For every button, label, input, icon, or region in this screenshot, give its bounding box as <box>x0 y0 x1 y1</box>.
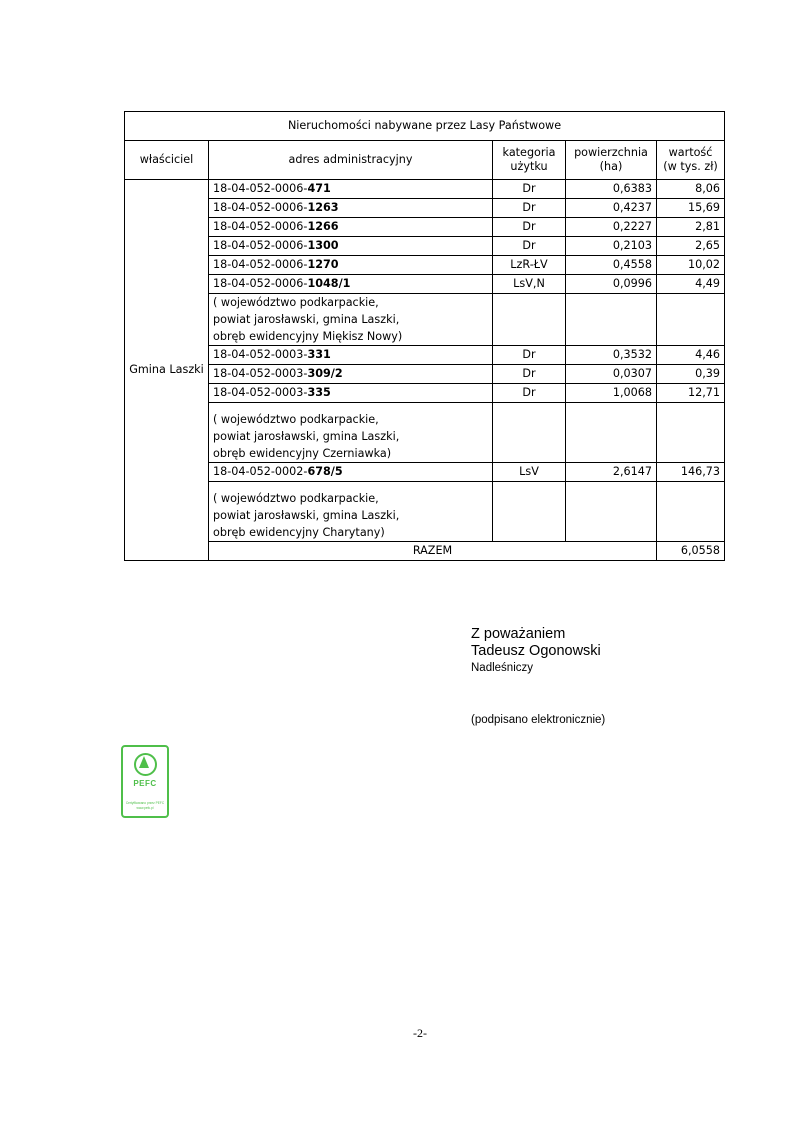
location-description: ( województwo podkarpackie, powiat jarosławski, gmina Laszki, obręb ewidencyjny Charytany) <box>209 482 493 542</box>
parcel-value: 2,65 <box>657 237 725 256</box>
parcel-area: 0,4558 <box>566 256 657 275</box>
parcel-value: 10,02 <box>657 256 725 275</box>
pefc-caption: Certyfikowano przez PEFC www.pefc.pl <box>125 801 165 810</box>
header-area-line1: powierzchnia <box>574 146 648 159</box>
parcel-category: Dr <box>493 218 566 237</box>
header-category-line2: użytku <box>510 160 548 173</box>
table-row <box>125 384 725 403</box>
table-row <box>125 365 725 384</box>
signature-block <box>471 626 601 676</box>
parcel-area: 0,0307 <box>566 365 657 384</box>
parcel-area: 0,0996 <box>566 275 657 294</box>
parcel-address: 18-04-052-0006-1048/1 <box>209 275 493 294</box>
table-title-row <box>125 112 725 141</box>
parcel-address: 18-04-052-0006-1270 <box>209 256 493 275</box>
parcel-area: 0,3532 <box>566 346 657 365</box>
parcel-area: 2,6147 <box>566 463 657 482</box>
parcel-value: 4,46 <box>657 346 725 365</box>
total-row <box>125 542 725 561</box>
table-row <box>125 346 725 365</box>
location-description-row <box>125 403 725 463</box>
parcel-category: Dr <box>493 365 566 384</box>
table-row <box>125 275 725 294</box>
table-title: Nieruchomości nabywane przez Lasy Państwowe <box>125 112 725 141</box>
parcel-address: 18-04-052-0006-1300 <box>209 237 493 256</box>
header-area-line2: (ha) <box>599 160 623 173</box>
parcel-area: 0,2103 <box>566 237 657 256</box>
table-row <box>125 218 725 237</box>
electronic-signature-note: (podpisano elektronicznie) <box>471 714 606 726</box>
table-row <box>125 463 725 482</box>
properties-table <box>124 111 725 561</box>
header-category-line1: kategoria <box>502 146 556 159</box>
parcel-value: 12,71 <box>657 384 725 403</box>
table-header-row <box>125 141 725 180</box>
pefc-logo-text: PEFC <box>133 779 157 788</box>
parcel-address: 18-04-052-0006-471 <box>209 180 493 199</box>
header-area <box>566 141 657 180</box>
tree-icon <box>139 756 149 768</box>
header-value-line2: (w tys. zł) <box>663 160 718 173</box>
total-area: 6,0558 <box>657 542 725 561</box>
parcel-category: Dr <box>493 237 566 256</box>
parcel-category: LsV,N <box>493 275 566 294</box>
parcel-address: 18-04-052-0006-1266 <box>209 218 493 237</box>
header-owner: właściciel <box>125 141 209 180</box>
parcel-value: 146,73 <box>657 463 725 482</box>
page-number: -2- <box>413 1026 427 1040</box>
parcel-address: 18-04-052-0002-678/5 <box>209 463 493 482</box>
parcel-category: Dr <box>493 384 566 403</box>
table-row <box>125 199 725 218</box>
header-value <box>657 141 725 180</box>
parcel-area: 0,6383 <box>566 180 657 199</box>
parcel-category: LsV <box>493 463 566 482</box>
location-description: ( województwo podkarpackie, powiat jarosławski, gmina Laszki, obręb ewidencyjny Czerniawka) <box>209 403 493 463</box>
location-description-row <box>125 482 725 542</box>
table-row <box>125 180 725 199</box>
table-row <box>125 237 725 256</box>
pefc-logo <box>121 745 169 818</box>
total-label: RAZEM <box>209 542 657 561</box>
location-description-row <box>125 294 725 346</box>
parcel-category: Dr <box>493 199 566 218</box>
parcel-value: 2,81 <box>657 218 725 237</box>
parcel-category: LzR-ŁV <box>493 256 566 275</box>
parcel-address: 18-04-052-0006-1263 <box>209 199 493 218</box>
parcel-value: 15,69 <box>657 199 725 218</box>
parcel-value: 0,39 <box>657 365 725 384</box>
parcel-category: Dr <box>493 180 566 199</box>
signatory-name: Tadeusz Ogonowski <box>471 643 601 659</box>
header-category <box>493 141 566 180</box>
location-description: ( województwo podkarpackie, powiat jarosławski, gmina Laszki, obręb ewidencyjny Miękisz Nowy) <box>209 294 493 346</box>
header-address: adres administracyjny <box>209 141 493 180</box>
parcel-address: 18-04-052-0003-331 <box>209 346 493 365</box>
parcel-address: 18-04-052-0003-335 <box>209 384 493 403</box>
parcel-value: 4,49 <box>657 275 725 294</box>
table-row <box>125 256 725 275</box>
parcel-value: 8,06 <box>657 180 725 199</box>
parcel-area: 0,4237 <box>566 199 657 218</box>
parcel-area: 1,0068 <box>566 384 657 403</box>
parcel-area: 0,2227 <box>566 218 657 237</box>
parcel-address: 18-04-052-0003-309/2 <box>209 365 493 384</box>
parcel-category: Dr <box>493 346 566 365</box>
header-value-line1: wartość <box>668 146 713 159</box>
owner-cell: Gmina Laszki <box>125 180 209 561</box>
closing-greeting: Z poważaniem <box>471 626 566 642</box>
signatory-position: Nadleśniczy <box>471 662 533 674</box>
